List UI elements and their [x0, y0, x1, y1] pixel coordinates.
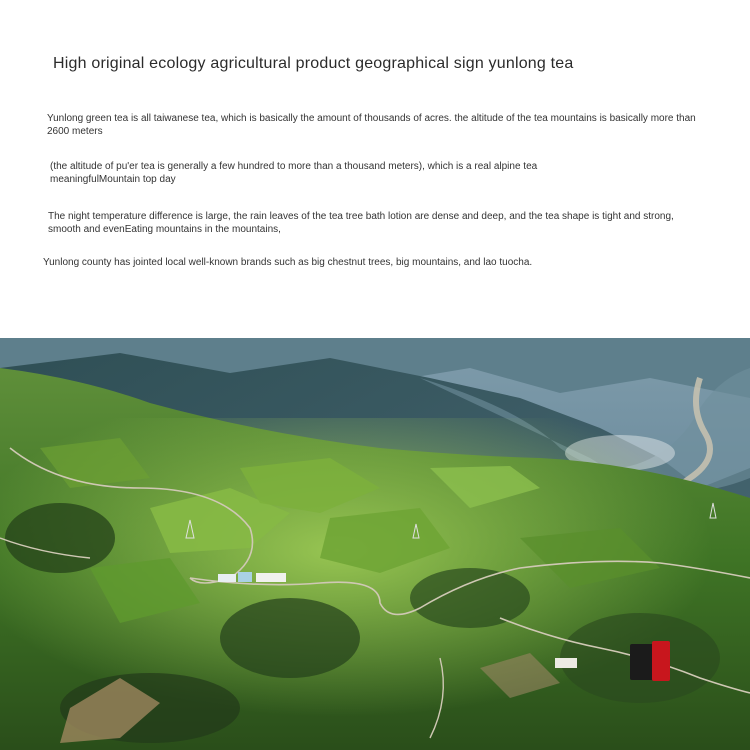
intro-paragraph-2: (the altitude of pu'er tea is generally a few hundred to more than a thousand meters), which is a real alpine tea meaningfulMountain top day	[50, 161, 538, 185]
tea-plantation-photo	[0, 338, 750, 750]
intro-paragraph-1: Yunlong green tea is all taiwanese tea, which is basically the amount of thousands of acres. the altitude of the tea mountains is basically more than 2600 meters	[47, 113, 696, 137]
brand-stamp-seal	[652, 641, 670, 681]
intro-paragraph-3: The night temperature difference is large, the rain leaves of the tea tree bath lotion are dense and deep, and the tea shape is tight and strong, smooth and evenEating mountains in the mountains,	[48, 211, 674, 235]
page-title: High original ecology agricultural product geographical sign yunlong tea	[53, 55, 574, 72]
intro-paragraph-4: Yunlong county has jointed local well-known brands such as big chestnut trees, big mountains, and lao tuocha.	[43, 257, 533, 268]
